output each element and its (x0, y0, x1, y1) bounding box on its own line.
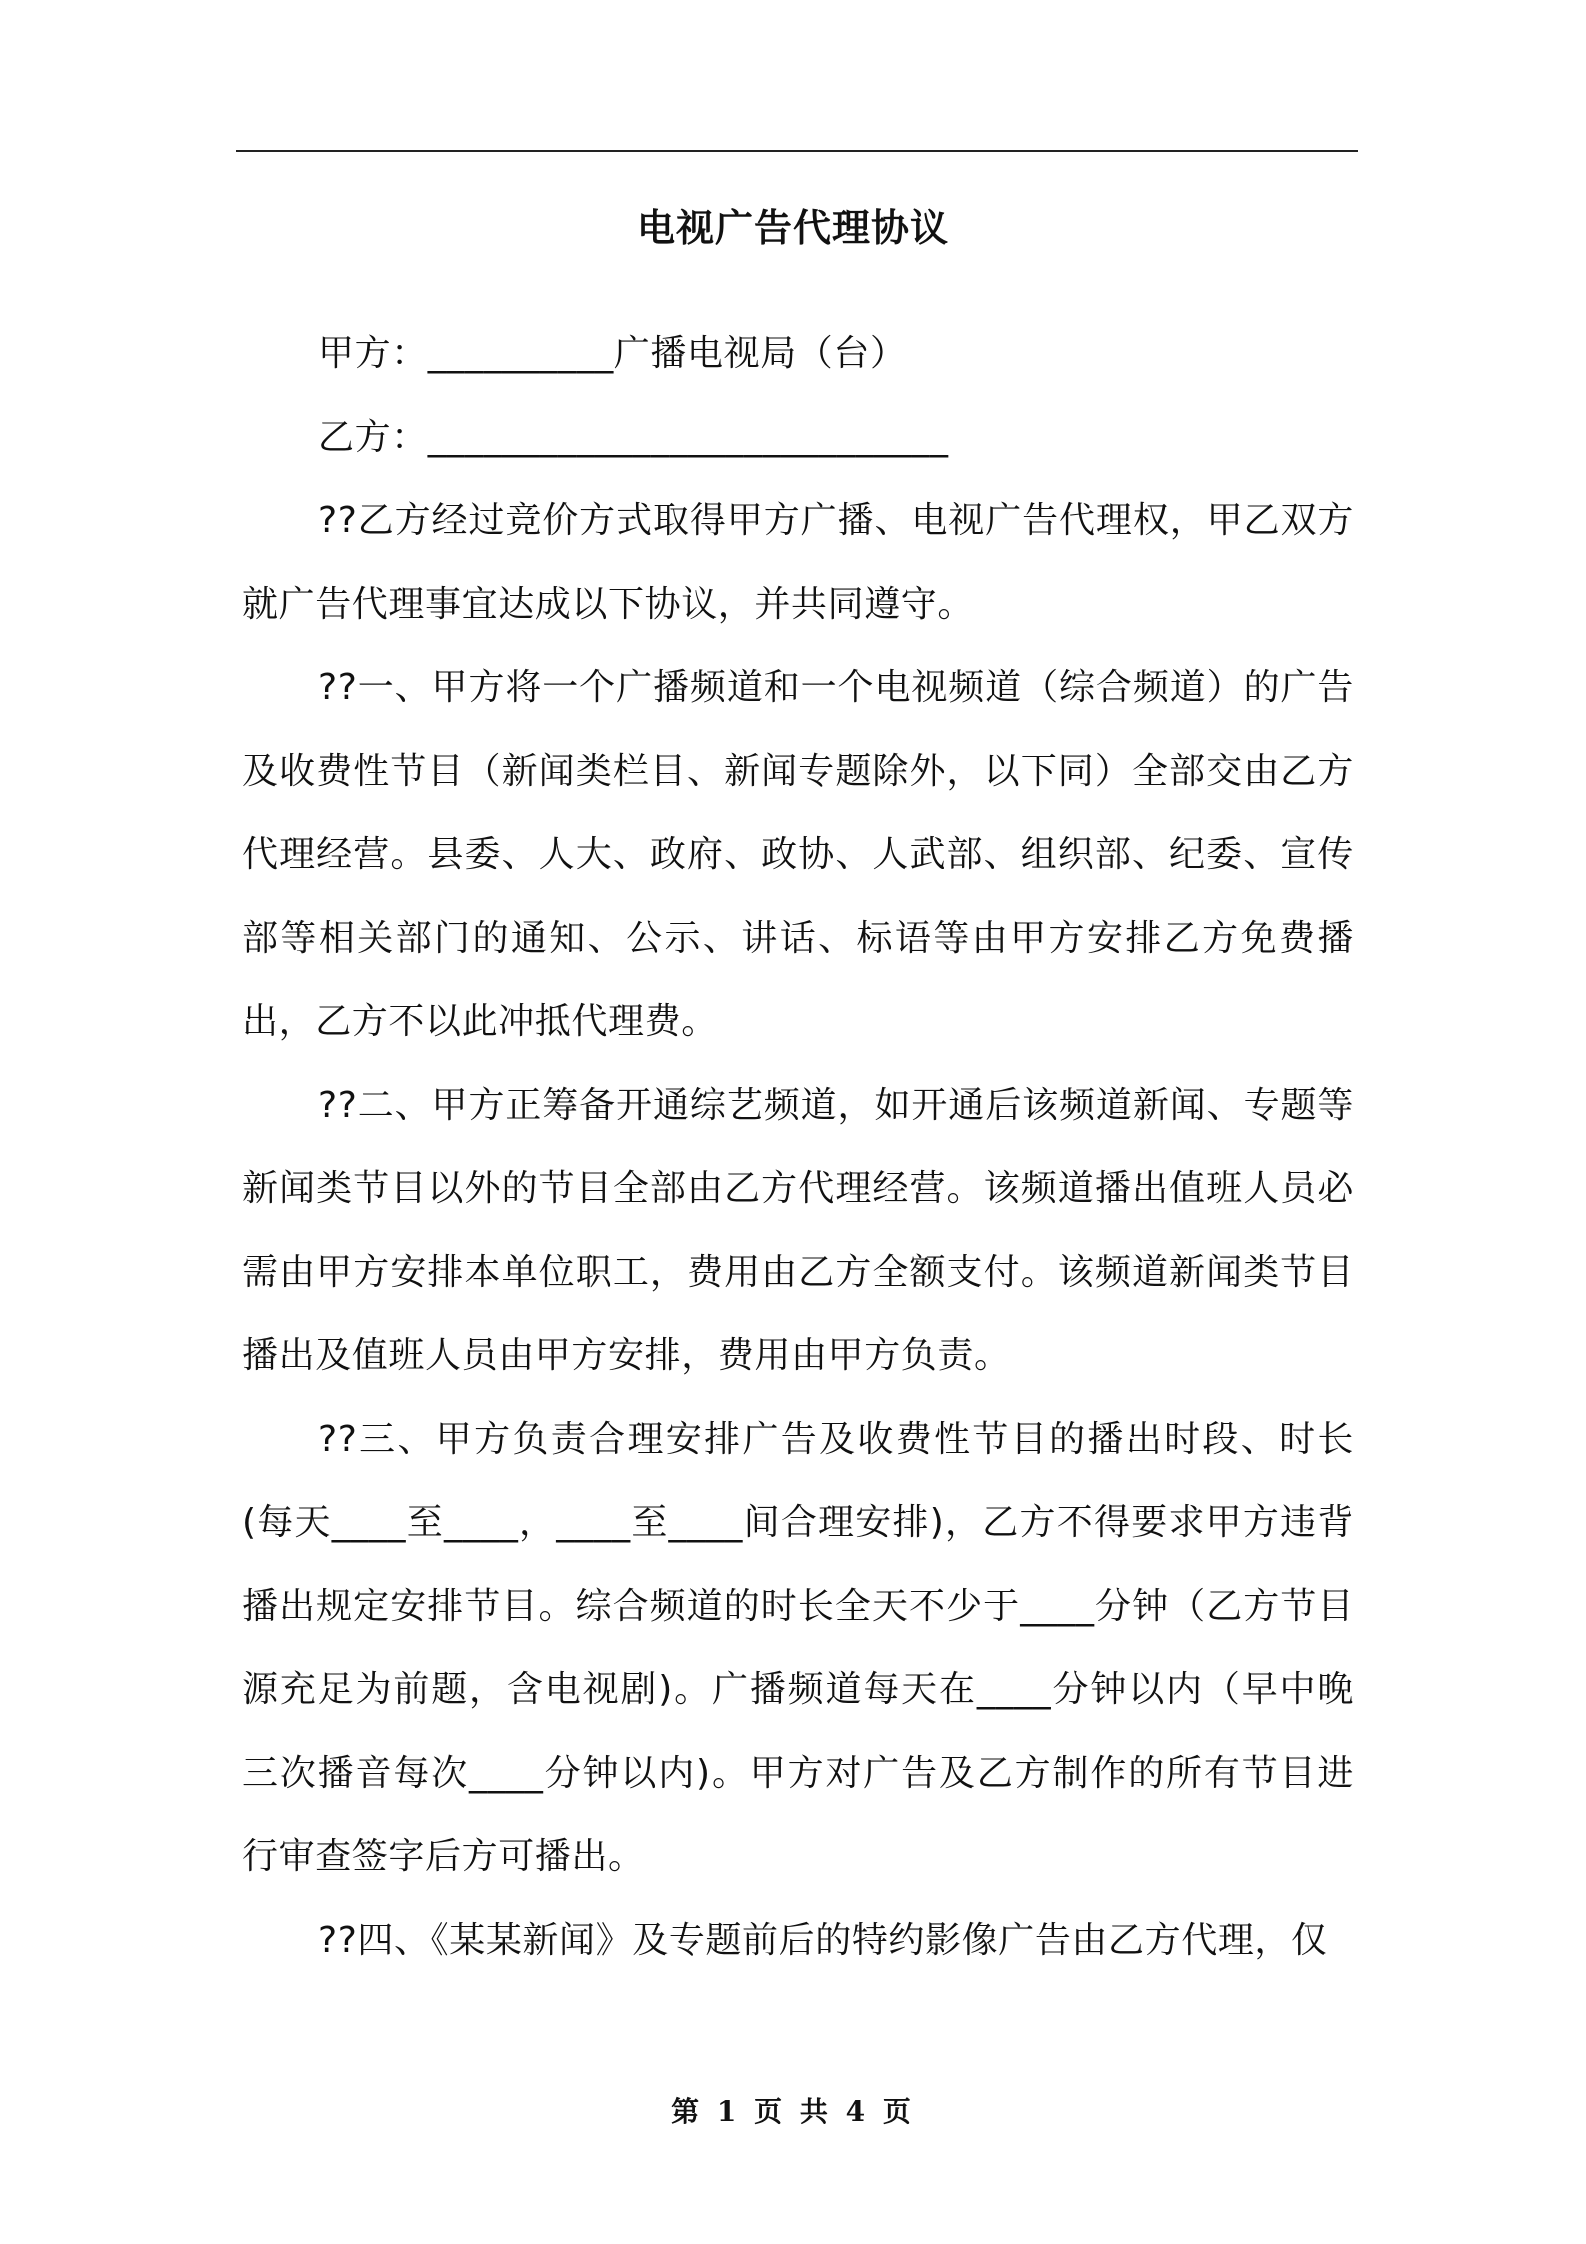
clause-3-paragraph: ??三、甲方负责合理安排广告及收费性节目的播出时段、时长(每天____至____，____至____间合理安排)，乙方不得要求甲方违背播出规定安排节目。综合频道的时长全天不少于____分钟（乙方节目源充足为前题，含电视剧)。广播频道每天在____分钟以内（早中晚三次播音每次____分钟以内)。甲方对广告及乙方制作的所有节目进行审查签字后方可播出。 (242, 1418, 1354, 1877)
header-rule (236, 150, 1358, 152)
page-number-footer: 第 1 页 共 4 页 (671, 2095, 915, 2128)
document-body (242, 312, 1354, 1982)
document-title: 电视广告代理协议 (636, 206, 949, 250)
party-b-line: 乙方：____________________________ (318, 416, 949, 458)
clause-4-paragraph: ??四、《某某新闻》及专题前后的特约影像广告由乙方代理，仅 (318, 1919, 1328, 1961)
intro-paragraph: ??乙方经过竞价方式取得甲方广播、电视广告代理权，甲乙双方就广告代理事宜达成以下协议，并共同遵守。 (242, 500, 1354, 625)
clause-2-paragraph: ??二、甲方正筹备开通综艺频道，如开通后该频道新闻、专题等新闻类节目以外的节目全部由乙方代理经营。该频道播出值班人员必需由甲方安排本单位职工，费用由乙方全额支付。该频道新闻类节目播出及值班人员由甲方安排，费用由甲方负责。 (242, 1084, 1354, 1376)
party-a-line: 甲方：__________广播电视局（台） (318, 333, 907, 374)
clause-1-paragraph: ??一、甲方将一个广播频道和一个电视频道（综合频道）的广告及收费性节目（新闻类栏目、新闻专题除外，以下同）全部交由乙方代理经营。县委、人大、政府、政协、人武部、组织部、纪委、宣传部等相关部门的通知、公示、讲话、标语等由甲方安排乙方免费播出，乙方不以此冲抵代理费。 (242, 667, 1354, 1042)
